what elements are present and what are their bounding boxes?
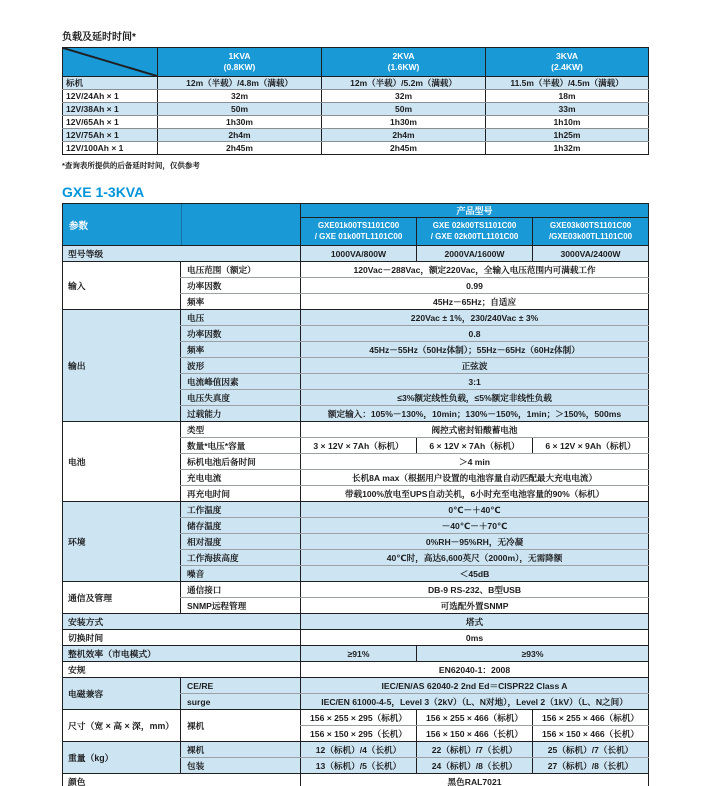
spec-sub-label: 噪音: [181, 566, 301, 582]
load-row-value: 2h4m: [322, 129, 486, 142]
spec-group-label: 环境: [63, 502, 181, 582]
spec-value: 带载100%放电至UPS自动关机，6小时充至电池容量的90%（标机）: [301, 486, 649, 502]
spec-value: 156 × 150 × 295（长机）: [301, 726, 417, 742]
spec-group-label: 整机效率（市电模式）: [63, 646, 301, 662]
load-table-row: [63, 77, 649, 90]
load-column-header-line2: (1.6KW): [387, 62, 420, 72]
spec-value: 13（标机）/5（长机）: [301, 758, 417, 774]
spec-sub-label: 通信接口: [181, 582, 301, 598]
load-table-title: 负载及延时时间*: [62, 32, 136, 43]
spec-sub-label: 储存温度: [181, 518, 301, 534]
spec-value: 156 × 255 × 295（标机）: [301, 710, 417, 726]
spec-value: IEC/EN 61000-4-5，Level 3（2kV）（L、N对地），Level 2（1kV）（L、N之间）: [301, 694, 649, 710]
spec-value: 27（标机）/8（长机）: [533, 758, 649, 774]
spec-sub-label: 再充电时间: [181, 486, 301, 502]
spec-sub-label: 功率因数: [181, 326, 301, 342]
spec-row: [63, 742, 649, 758]
spec-value: 0ms: [301, 630, 649, 646]
model-header-cell: [301, 218, 417, 246]
load-row-value: 12m（半载）/5.2m（满载）: [322, 77, 486, 90]
model-name-line2: / GXE 01k00TL1101C00: [314, 231, 403, 241]
load-column-header: [322, 48, 486, 77]
load-row-value: 32m: [322, 90, 486, 103]
diagonal-line-icon: [63, 48, 157, 76]
spec-sub-label: 标机电池后备时间: [181, 454, 301, 470]
spec-value: 220Vac ± 1%，230/240Vac ± 3%: [301, 310, 649, 326]
spec-group-label: 电池: [63, 422, 181, 502]
spec-value: －40℃－＋70℃: [301, 518, 649, 534]
load-row-label: 12V/75Ah × 1: [63, 129, 158, 142]
load-row-value: 1h25m: [486, 129, 649, 142]
spec-value: 额定输入：105%－130%，10min；130%－150%，1min；＞150%，500ms: [301, 406, 649, 422]
spec-row: [63, 646, 649, 662]
spec-value: 156 × 255 × 466（标机）: [533, 710, 649, 726]
load-row-label: 12V/24Ah × 1: [63, 90, 158, 103]
spec-sub-label: 相对湿度: [181, 534, 301, 550]
page-content: [62, 0, 648, 786]
load-table-row: [63, 142, 649, 155]
spec-row: [63, 630, 649, 646]
spec-value: 156 × 255 × 466（标机）: [417, 710, 533, 726]
spec-value: ≥91%: [301, 646, 417, 662]
spec-value: 阀控式密封铅酸蓄电池: [301, 422, 649, 438]
spec-table-title: GXE 1-3KVA: [62, 184, 145, 200]
spec-value: ＞4 min: [301, 454, 649, 470]
spec-value: 45Hz－55Hz（50Hz体制）；55Hz－65Hz（60Hz体制）: [301, 342, 649, 358]
load-row-value: 1h30m: [158, 116, 322, 129]
spec-value: 正弦波: [301, 358, 649, 374]
spec-sub-label: 裸机: [181, 742, 301, 758]
spec-group-label: 输入: [63, 262, 181, 310]
load-row-label: 12V/65Ah × 1: [63, 116, 158, 129]
spec-value: 22（标机）/7（长机）: [417, 742, 533, 758]
model-header-cell: [417, 218, 533, 246]
spec-value: 长机8A max（根据用户设置的电池容量自动匹配最大充电电流）: [301, 470, 649, 486]
spec-sub-label: 数量*电压*容量: [181, 438, 301, 454]
load-table-row: [63, 103, 649, 116]
spec-value: 0%RH－95%RH，无冷凝: [301, 534, 649, 550]
spec-sub-label: 过载能力: [181, 406, 301, 422]
spec-group-label: 安装方式: [63, 614, 301, 630]
load-row-value: 50m: [322, 103, 486, 116]
spec-value: 25（标机）/7（长机）: [533, 742, 649, 758]
spec-sub-label: 电压范围（额定）: [181, 262, 301, 278]
spec-group-label: 通信及管理: [63, 582, 181, 614]
spec-value: 黑色RAL7021: [301, 774, 649, 786]
load-row-value: 11.5m（半载）/4.5m（满载）: [486, 77, 649, 90]
load-row-value: 2h45m: [322, 142, 486, 155]
spec-value: 45Hz－65Hz；自适应: [301, 294, 649, 310]
spec-group-label: 输出: [63, 310, 181, 422]
spec-header-row-1: [63, 204, 649, 218]
load-row-value: 12m（半载）/4.8m（满载）: [158, 77, 322, 90]
spec-row: [63, 310, 649, 326]
spec-row: [63, 710, 649, 726]
spec-value: IEC/EN/AS 62040-2 2nd Ed＝CISPR22 Class A: [301, 678, 649, 694]
load-column-header-line1: 3KVA: [555, 51, 579, 62]
spec-row: [63, 262, 649, 278]
spec-value: 120Vac－288Vac，额定220Vac，全输入电压范围内可满载工作: [301, 262, 649, 278]
spec-value: EN62040-1：2008: [301, 662, 649, 678]
spec-group-label: 颜色: [63, 774, 301, 786]
param-header-label: 参数: [69, 220, 89, 232]
spec-value: DB-9 RS-232、B型USB: [301, 582, 649, 598]
model-name-line1: GXE 02k00TS1101C00: [432, 221, 517, 231]
model-name-line2: /GXE03k00TL1101C00: [548, 231, 633, 241]
model-name-line1: GXE01k00TS1101C00: [317, 221, 400, 231]
spec-group-label: 切换时间: [63, 630, 301, 646]
spec-row: [63, 662, 649, 678]
spec-value: 12（标机）/4（长机）: [301, 742, 417, 758]
load-row-value: 32m: [158, 90, 322, 103]
load-column-header-line2: (2.4KW): [551, 62, 583, 72]
spec-group-label: 尺寸（宽 × 高 × 深，mm）: [63, 710, 181, 742]
spec-value: ≥93%: [417, 646, 649, 662]
spec-value: 3000VA/2400W: [533, 246, 649, 262]
load-row-value: 50m: [158, 103, 322, 116]
load-column-header-line1: 2KVA: [392, 51, 415, 62]
spec-value: 0.99: [301, 278, 649, 294]
load-table-row: [63, 129, 649, 142]
spec-value: 3:1: [301, 374, 649, 390]
spec-group-label: 安规: [63, 662, 301, 678]
load-table-row: [63, 116, 649, 129]
model-name-line1: GXE03k00TS1101C00: [549, 221, 632, 231]
spec-sub-label: 频率: [181, 342, 301, 358]
spec-row: [63, 678, 649, 694]
spec-value: 24（标机）/8（长机）: [417, 758, 533, 774]
spec-sub-label: 电压: [181, 310, 301, 326]
spec-sub-label: CE/RE: [181, 678, 301, 694]
load-row-value: 2h45m: [158, 142, 322, 155]
spec-value: ≤3%额定线性负载，≤5%额定非线性负载: [301, 390, 649, 406]
spec-sub-label: 电流峰值因素: [181, 374, 301, 390]
spec-sub-label: 波形: [181, 358, 301, 374]
spec-row: [63, 246, 649, 262]
spec-sub-label: 充电电流: [181, 470, 301, 486]
spec-row: [63, 422, 649, 438]
spec-sub-label: SNMP远程管理: [181, 598, 301, 614]
spec-value: ＜45dB: [301, 566, 649, 582]
param-header-cell: [63, 204, 301, 246]
model-header-cell: [533, 218, 649, 246]
load-row-value: 18m: [486, 90, 649, 103]
spec-value: 0.8: [301, 326, 649, 342]
load-row-value: 33m: [486, 103, 649, 116]
spec-value: 0℃－＋40℃: [301, 502, 649, 518]
model-name-line2: / GXE 02k00TL1101C00: [430, 231, 519, 241]
load-column-header-line2: (0.8KW): [223, 62, 256, 72]
load-row-value: 1h30m: [322, 116, 486, 129]
spec-group-label: 电磁兼容: [63, 678, 181, 710]
spec-sub-label: surge: [181, 694, 301, 710]
load-column-header-line1: 1KVA: [228, 51, 251, 62]
spec-sub-label: 工作温度: [181, 502, 301, 518]
spec-value: 可选配外置SNMP: [301, 598, 649, 614]
spec-value: 156 × 150 × 466（长机）: [417, 726, 533, 742]
load-table-header-row: [63, 48, 649, 77]
spec-value: 塔式: [301, 614, 649, 630]
spec-value: 40℃时，高达6,600英尺（2000m），无需降额: [301, 550, 649, 566]
load-table-row: [63, 90, 649, 103]
spec-value: 3 × 12V × 7Ah（标机）: [301, 438, 417, 454]
spec-sub-label: 功率因数: [181, 278, 301, 294]
spec-group-label: 型号等级: [63, 246, 301, 262]
product-model-header-cell: 产品型号: [301, 204, 649, 218]
spec-row: [63, 582, 649, 598]
load-row-value: 2h4m: [158, 129, 322, 142]
spec-row: [63, 502, 649, 518]
load-backup-time-table: [62, 47, 649, 155]
load-table-footnote: *查询表所提供的后备延时时间，仅供参考: [62, 161, 200, 170]
spec-value: 6 × 12V × 7Ah（标机）: [417, 438, 533, 454]
header-column-divider: [181, 204, 182, 245]
load-row-label: 12V/38Ah × 1: [63, 103, 158, 116]
spec-row: [63, 774, 649, 786]
spec-sub-label: 类型: [181, 422, 301, 438]
spec-row: [63, 614, 649, 630]
spec-table: [62, 203, 649, 786]
diagonal-header-cell: [63, 48, 158, 77]
load-row-value: 1h10m: [486, 116, 649, 129]
spec-group-label: 重量（kg）: [63, 742, 181, 774]
spec-value: 156 × 150 × 466（长机）: [533, 726, 649, 742]
spec-sub-label: 频率: [181, 294, 301, 310]
load-column-header: [158, 48, 322, 77]
spec-sub-label: 裸机: [181, 710, 301, 742]
spec-value: 1000VA/800W: [301, 246, 417, 262]
load-row-label: 标机: [63, 77, 158, 90]
spec-value: 2000VA/1600W: [417, 246, 533, 262]
spec-sub-label: 电压失真度: [181, 390, 301, 406]
load-row-value: 1h32m: [486, 142, 649, 155]
spec-value: 6 × 12V × 9Ah（标机）: [533, 438, 649, 454]
spec-sub-label: 工作海拔高度: [181, 550, 301, 566]
spec-sub-label: 包装: [181, 758, 301, 774]
load-column-header: [486, 48, 649, 77]
load-row-label: 12V/100Ah × 1: [63, 142, 158, 155]
